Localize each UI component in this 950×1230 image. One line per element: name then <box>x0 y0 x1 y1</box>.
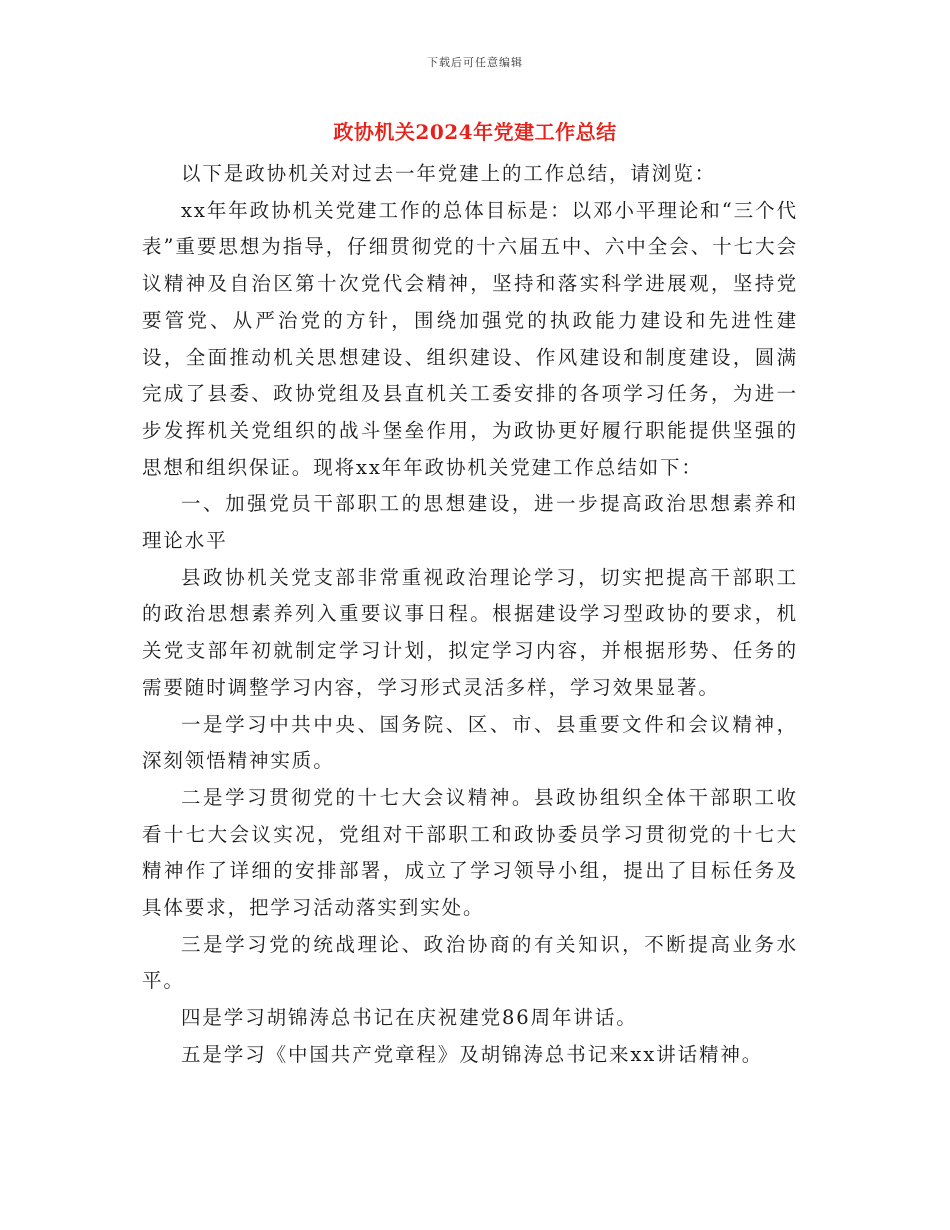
list-item: 四是学习胡锦涛总书记在庆祝建党86周年讲话。 <box>181 1006 638 1030</box>
document-title: 政协机关2024年党建工作总结 <box>333 120 617 144</box>
section-heading: 一、加强党员干部职工的思想建设，进一步提高政治思想素养和理论水平 <box>142 492 798 553</box>
body-paragraph: 以下是政协机关对过去一年党建上的工作总结，请浏览： <box>181 162 717 185</box>
list-item: 一是学习中共中央、国务院、区、市、县重要文件和会议精神，深刻领悟精神实质。 <box>142 712 798 773</box>
list-item: 五是学习《中国共产党章程》及胡锦涛总书记来xx讲话精神。 <box>181 1042 764 1066</box>
body-paragraph: 县政协机关党支部非常重视政治理论学习，切实把提高干部职工的政治思想素养列入重要议事日程。根据建设学习型政协的要求，机关党支部年初就制定学习计划，拟定学习内容，并根据形势、任务的需要随时调整学习内容，学习形式灵活多样，学习效果显著。 <box>142 565 798 699</box>
list-item: 三是学习党的统战理论、政治协商的有关知识，不断提高业务水平。 <box>142 932 798 993</box>
list-item: 二是学习贯彻党的十七大会议精神。县政协组织全体干部职工收看十七大会议实况，党组对干部职工和政协委员学习贯彻党的十七大精神作了详细的安排部署，成立了学习领导小组，提出了目标任务及具体要求，把学习活动落实到实处。 <box>142 785 798 920</box>
page-header-note: 下载后可任意编辑 <box>427 56 523 69</box>
document-body <box>142 156 798 1074</box>
body-paragraph: xx年年政协机关党建工作的总体目标是：以邓小平理论和“三个代表”重要思想为指导，仔细贯彻党的十六届五中、六中全会、十七大会议精神及自治区第十次党代会精神，坚持和落实科学进展观，坚持党要管党、从严治党的方针，围绕加强党的执政能力建设和先进性建设，全面推动机关思想建设、组织建设、作风建设和制度建设，圆满完成了县委、政协党组及县直机关工委安排的各项学习任务，为进一步发挥机关党组织的战斗堡垒作用，为政协更好履行职能提供坚强的思想和组织保证。现将xx年年政协机关党建工作总结如下： <box>142 198 798 479</box>
